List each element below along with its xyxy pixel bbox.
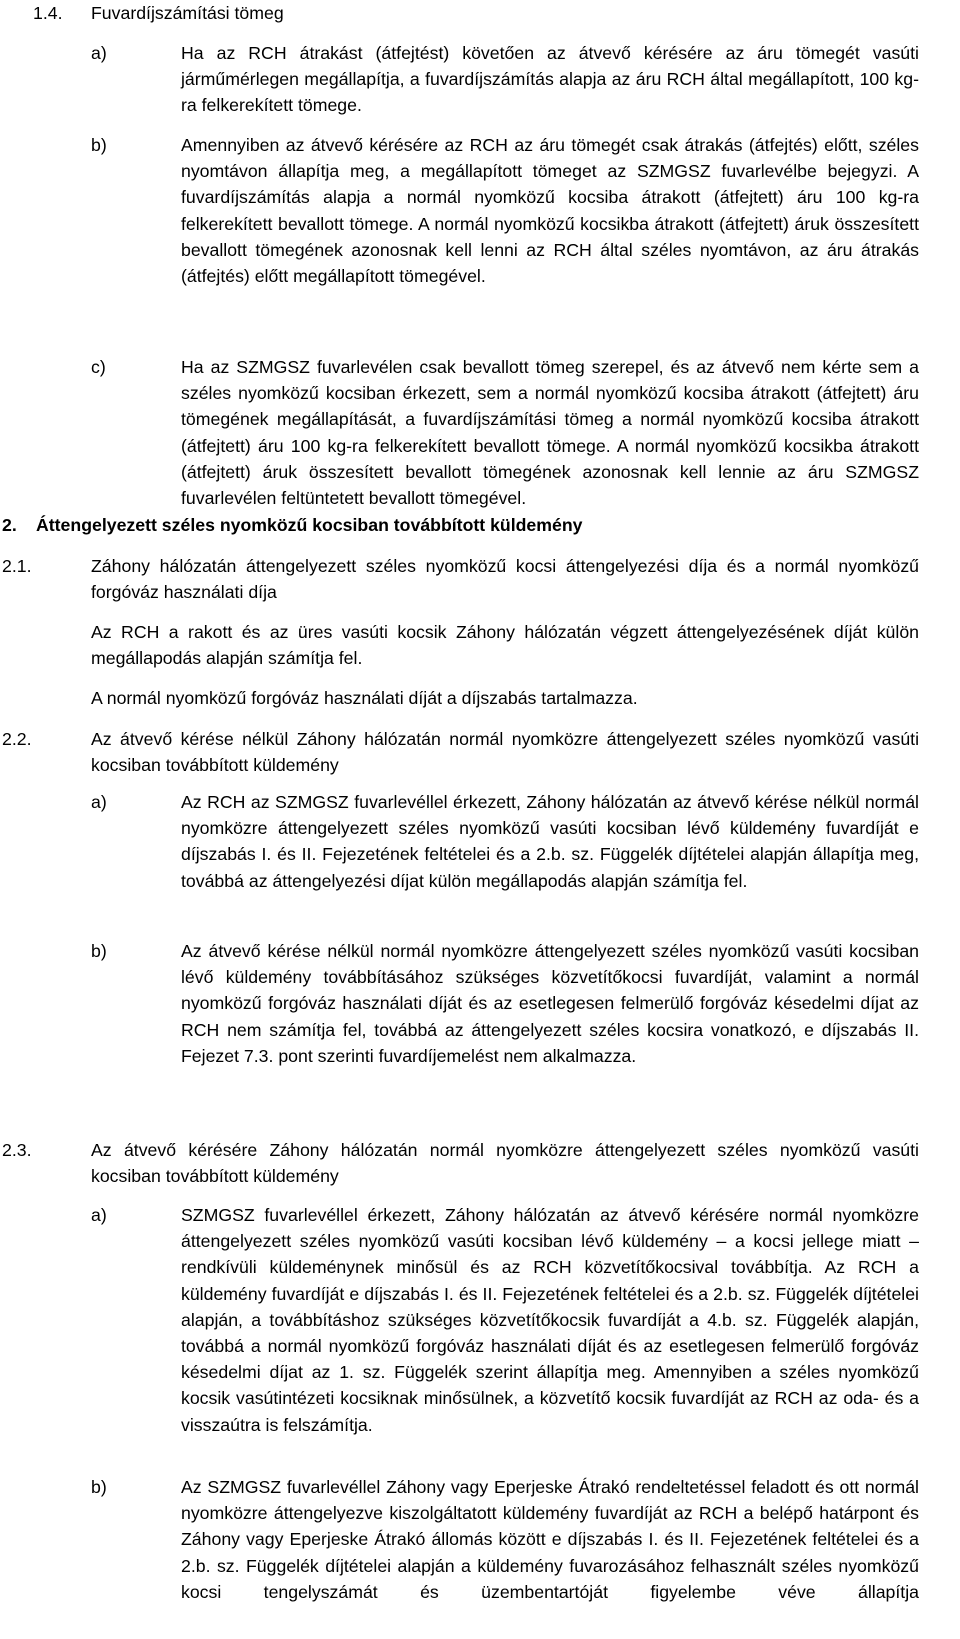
section-title: Fuvardíjszámítási tömeg [91,3,284,23]
item-label: b) [91,135,107,155]
section-title: Az átvevő kérésére Záhony hálózatán normál nyomközre áttengelyezett széles nyomközű vasúti kocsiban továbbított küldemény [91,1140,919,1187]
section-number: 2. [2,515,17,535]
item-label: b) [91,941,107,961]
section-number: 2.1. [2,556,32,576]
item-label: b) [91,1477,107,1497]
paragraph: Amennyiben az átvevő kérésére az RCH az áru tömegét csak átrakás (átfejtés) előtt, széles nyomtávon állapítja meg, a megállapított tömeget az SZMGSZ fuvarlevélbe bejegyzi. A fuvardíjszámítás alapja a normál nyomközű kocsiba átrakott (átfejtett) áru 100 kg-ra felkerekített bevallott tömege. A normál nyomközű kocsikba átrakott (átfejtett) áruk összesített bevallott tömegének azonosnak kell lenni az RCH által széles nyomtávon, az áru átrakás (átfejtés) előtt megállapított tömegével. [181,135,919,287]
section-number: 2.2. [2,729,32,749]
paragraph: Az RCH a rakott és az üres vasúti kocsik Záhony hálózatán végzett áttengelyezésének díját külön megállapodás alapján számítja fel. [91,622,919,669]
section-title: Záhony hálózatán áttengelyezett széles nyomközű kocsi áttengelyezési díja és a normál nyomközű forgóváz használati díja [91,556,919,603]
section-title: Áttengelyezett széles nyomközű kocsiban továbbított küldemény [36,515,583,535]
item-label: a) [91,1205,107,1225]
paragraph: A normál nyomközű forgóváz használati díját a díjszabás tartalmazza. [91,688,638,708]
item-label: a) [91,792,107,812]
section-title: Az átvevő kérése nélkül Záhony hálózatán normál nyomközre áttengelyezett széles nyomközű vasúti kocsiban továbbított küldemény [91,729,919,776]
paragraph: Ha az SZMGSZ fuvarlevélen csak bevallott tömeg szerepel, és az átvevő nem kérte sem a széles nyomközű kocsiban érkezett, sem a normál nyomközű kocsiba átrakott (átfejtett) áru tömegének megállapítását, a fuvardíjszámítási tömeg a normál nyomközű kocsiba átrakott (átfejtett) áru 100 kg-ra felkerekített bevallott tömege. A normál nyomközű kocsikba átrakott (átfejtett) áruk összesített bevallott tömegének azonosnak kell lennie az áru SZMGSZ fuvarlevélen feltüntetett bevallott tömegével. [181,357,919,509]
paragraph: Az RCH az SZMGSZ fuvarlevéllel érkezett, Záhony hálózatán az átvevő kérése nélkül normál nyomközre áttengelyezett széles nyomközű vasúti kocsiban lévő küldemény fuvardíját e díjszabás I. és II. Fejezetének feltételei és a 2.b. sz. Függelék díjtételei alapján állapítja meg, továbbá az áttengelyezési díjat külön megállapodás alapján számítja fel. [181,792,919,891]
paragraph: Ha az RCH átrakást (átfejtést) követően az átvevő kérésére az áru tömegét vasúti járműmérlegen megállapítja, a fuvardíjszámítás alapja az áru RCH által megállapított, 100 kg-ra felkerekített tömege. [181,43,919,116]
section-number: 1.4. [33,3,63,23]
paragraph: Az átvevő kérése nélkül normál nyomközre áttengelyezett széles nyomközű vasúti kocsiban lévő küldemény továbbításához szükséges közvetítőkocsi fuvardíját, valamint a normál nyomközű forgóváz használati díját és az esetlegesen felmerülő forgóváz késedelmi díjat az RCH nem számítja fel, továbbá az áttengelyezett széles kocsira vonatkozó, e díjszabás II. Fejezet 7.3. pont szerinti fuvardíjemelést nem alkalmazza. [181,941,919,1066]
item-label: c) [91,357,106,377]
paragraph: Az SZMGSZ fuvarlevéllel Záhony vagy Eperjeske Átrakó rendeltetéssel feladott és ott normál nyomközre áttengelyezve kiszolgáltatott küldemény fuvardíját az RCH a belépő határpont és Záhony vagy Eperjeske Átrakó állomás között e díjszabás I. és II. Fejezetének feltételei és a 2.b. sz. Függelék díjtételei alapján a küldemény fuvarozásához felhasznált széles nyomközű kocsi tengelyszámát és üzembentartóját figyelembe véve állapítja [181,1477,919,1602]
item-label: a) [91,43,107,63]
paragraph: SZMGSZ fuvarlevéllel érkezett, Záhony hálózatán az átvevő kérésére normál nyomközre áttengelyezett széles nyomközű vasúti kocsiban lévő küldemény – a kocsi jellege miatt – rendkívüli küldeménynek minősül és az RCH közvetítőkocsival továbbítja. Az RCH a küldemény fuvardíját e díjszabás I. és II. Fejezetének feltételei és a 2.b. sz. Függelék díjtételei alapján, a továbbításhoz szükséges közvetítőkocsik fuvardíját a 4.b. sz. Függelék alapján, továbbá a normál nyomközű forgóváz használati díját és az esetlegesen felmerülő forgóváz késedelmi díjat az 1. sz. Függelék szerint állapítja meg. Amennyiben a széles nyomközű kocsik vasútintézeti kocsiknak minősülnek, a közvetítő kocsik fuvardíját az RCH az oda- és a visszaútra is felszámítja. [181,1205,919,1435]
section-number: 2.3. [2,1140,32,1160]
